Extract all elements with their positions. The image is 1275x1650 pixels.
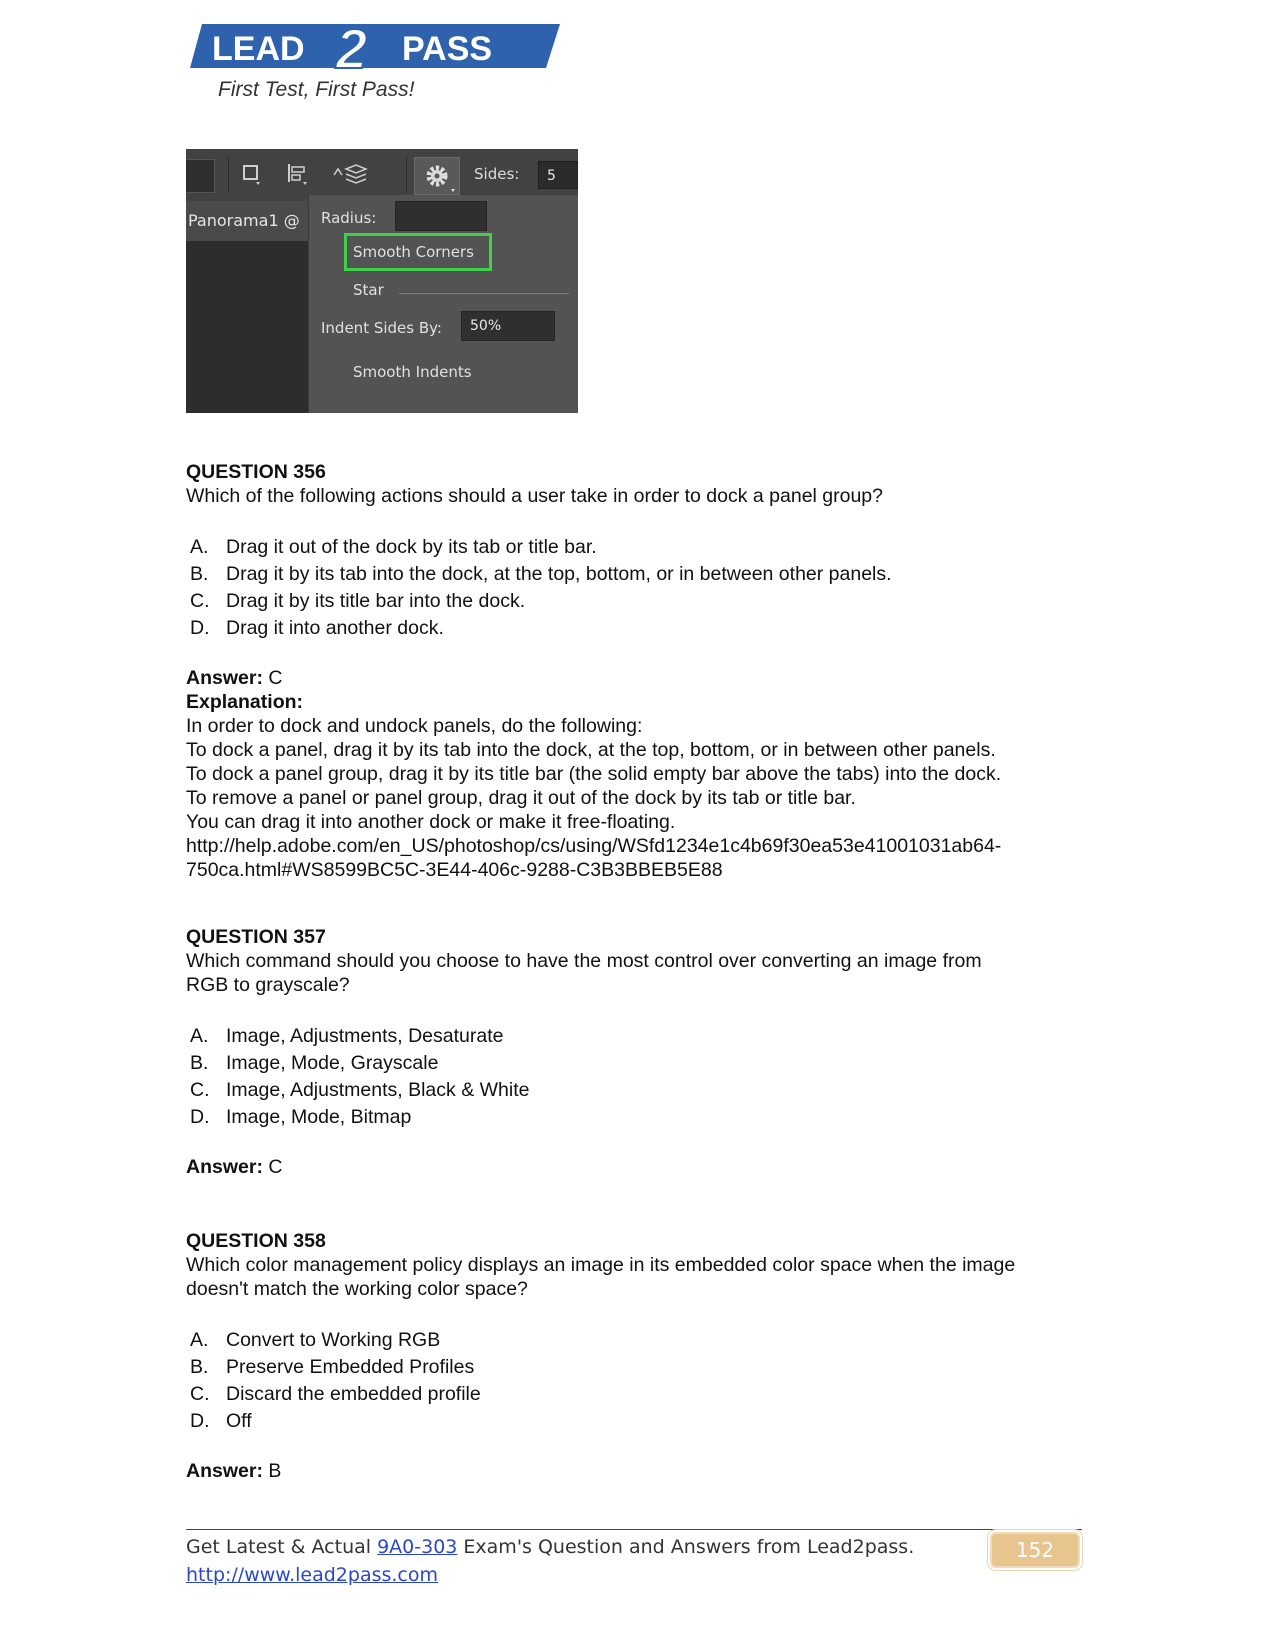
- option-d: D. Off: [190, 1410, 252, 1432]
- indent-sides-label: Indent Sides By:: [321, 319, 442, 337]
- option-c: C. Image, Adjustments, Black & White: [190, 1079, 530, 1101]
- answer-line: Answer: C: [186, 1156, 283, 1178]
- toolbar-separator: [406, 157, 407, 193]
- explanation-line: To remove a panel or panel group, drag it out of the dock by its tab or title bar.: [186, 787, 856, 809]
- explanation-url: 750ca.html#WS8599BC5C-3E44-406c-9288-C3B3BBEB5E88: [186, 859, 723, 881]
- answer-line: Answer: B: [186, 1460, 282, 1482]
- radius-label: Radius:: [321, 209, 377, 227]
- options-list: [186, 1327, 1086, 1435]
- indent-sides-input[interactable]: 50%: [461, 311, 555, 341]
- question-text: Which of the following actions should a user take in order to dock a panel group?: [186, 485, 884, 507]
- toolbar-left-field: [186, 159, 215, 193]
- explanation-line: To dock a panel, drag it by its tab into the dock, at the top, bottom, or in between other panels.: [186, 739, 996, 761]
- exam-link[interactable]: 9A0-303: [377, 1536, 458, 1558]
- option-c: C. Drag it by its title bar into the dock.: [190, 590, 526, 612]
- sides-input[interactable]: 5: [538, 161, 578, 189]
- document-tab[interactable]: Panorama1 @: [186, 201, 308, 241]
- question-text: Which command should you choose to have the most control over converting an image from: [186, 950, 982, 972]
- explanation-label: Explanation:: [186, 691, 304, 713]
- explanation-line: You can drag it into another dock or make it free-floating.: [186, 811, 676, 833]
- footer-divider: [186, 1529, 1082, 1530]
- align-icon: [284, 161, 310, 187]
- star-divider: [399, 293, 569, 294]
- answer-line: Answer: C: [186, 667, 283, 689]
- question-text: Which color management policy displays an image in its embedded color space when the image: [186, 1254, 1016, 1276]
- option-d: D. Drag it into another dock.: [190, 617, 444, 639]
- logo-tagline: First Test, First Pass!: [218, 78, 415, 101]
- lead2pass-logo: [190, 8, 590, 108]
- site-link[interactable]: http://www.lead2pass.com: [186, 1564, 439, 1586]
- question-357: [186, 925, 1086, 1179]
- options-list: [186, 1023, 1086, 1131]
- option-c: C. Discard the embedded profile: [190, 1383, 481, 1405]
- option-b: B. Image, Mode, Grayscale: [190, 1052, 439, 1074]
- option-a: A. Image, Adjustments, Desaturate: [190, 1025, 504, 1047]
- polygon-options-popup: [308, 195, 578, 413]
- svg-text:PASS: PASS: [402, 30, 493, 68]
- smooth-corners-option[interactable]: Smooth Corners: [353, 243, 474, 261]
- question-356: [186, 460, 1086, 882]
- logo-banner: [190, 20, 560, 72]
- footer: [186, 1533, 914, 1589]
- option-d: D. Image, Mode, Bitmap: [190, 1106, 412, 1128]
- question-title: QUESTION 357: [186, 926, 326, 948]
- question-text: RGB to grayscale?: [186, 974, 350, 996]
- explanation-line: To dock a panel group, drag it by its title bar (the solid empty bar above the tabs) into the dock.: [186, 763, 1002, 785]
- question-title: QUESTION 356: [186, 461, 326, 483]
- svg-text:LEAD: LEAD: [212, 30, 305, 68]
- option-b: B. Preserve Embedded Profiles: [190, 1356, 475, 1378]
- footer-line: Get Latest & Actual 9A0-303 Exam's Question and Answers from Lead2pass.: [186, 1536, 915, 1558]
- gear-icon: [415, 158, 459, 194]
- sides-label: Sides:: [474, 165, 520, 183]
- toolbar-separator: [228, 157, 229, 193]
- smooth-indents-option[interactable]: Smooth Indents: [353, 363, 472, 381]
- gear-options-button[interactable]: [414, 157, 460, 195]
- question-text: doesn't match the working color space?: [186, 1278, 528, 1300]
- svg-text:2: 2: [336, 20, 368, 72]
- answer-value: B: [268, 1460, 282, 1482]
- explanation-line: In order to dock and undock panels, do the following:: [186, 715, 643, 737]
- canvas-area: [186, 241, 308, 413]
- answer-value: C: [268, 1156, 283, 1178]
- option-b: B. Drag it by its tab into the dock, at the top, bottom, or in between other panels.: [190, 563, 892, 585]
- option-a: A. Convert to Working RGB: [190, 1329, 441, 1351]
- question-title: QUESTION 358: [186, 1230, 326, 1252]
- explanation-url: http://help.adobe.com/en_US/photoshop/cs/using/WSfd1234e1c4b69f30ea53e41001031ab64-: [186, 835, 1002, 857]
- star-option[interactable]: Star: [353, 281, 384, 299]
- arrange-icon: [328, 161, 368, 187]
- answer-value: C: [268, 667, 283, 689]
- radius-input[interactable]: [395, 201, 487, 231]
- question-358: [186, 1229, 1086, 1483]
- options-list: [186, 534, 1086, 642]
- photoshop-screenshot: [186, 149, 578, 413]
- page-number-badge: 152: [990, 1532, 1080, 1568]
- option-a: A. Drag it out of the dock by its tab or title bar.: [190, 536, 597, 558]
- square-icon: [238, 161, 264, 187]
